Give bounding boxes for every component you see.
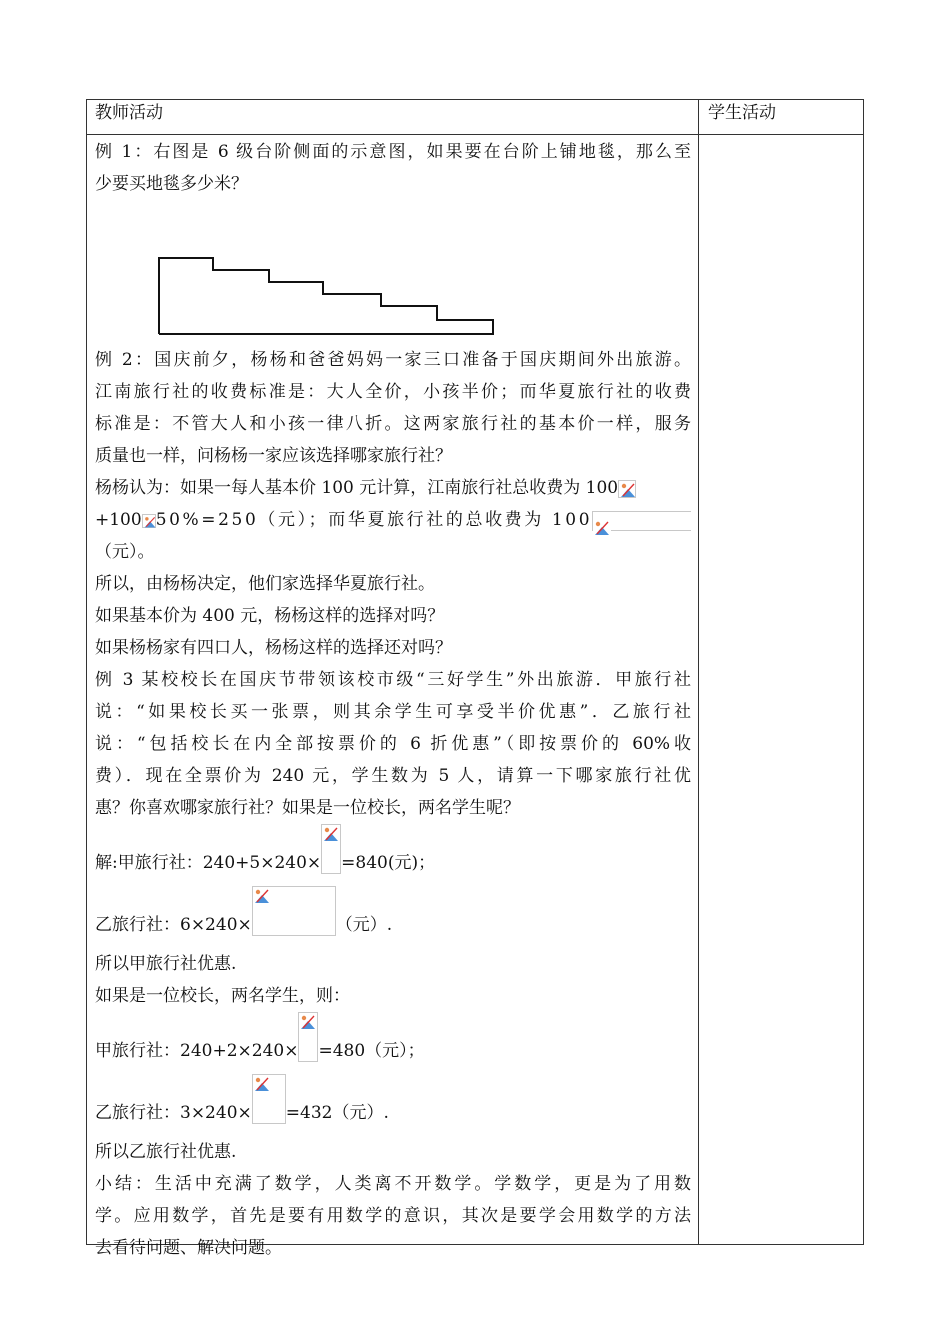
example-2-line-2: 江南旅行社的收费标准是：大人全价，小孩半价；而华夏旅行社的收费: [95, 382, 691, 402]
case-2-yi-result: =432（元）.: [285, 1103, 389, 1123]
broken-image-icon: [253, 1075, 271, 1093]
solution-yi-result: （元）.: [335, 915, 393, 935]
solution-yi-line: [95, 886, 691, 948]
example-1-line-2: 少要买地毯多少米？: [95, 174, 248, 194]
yangyang-line-3: （元）。: [95, 542, 155, 562]
yangyang-text-1: 杨杨认为：如果一每人基本价 100 元计算，江南旅行社总收费为 100: [95, 478, 619, 498]
column-divider: [698, 100, 699, 1244]
case-2-line: 如果是一位校长，两名学生，则：: [95, 986, 350, 1006]
example-3-line-5: 惠？你喜欢哪家旅行社？如果是一位校长，两名学生呢？: [95, 798, 520, 818]
stairs-outline: [159, 258, 493, 334]
example-1-line-1: 例 1：右图是 6 级台阶侧面的示意图，如果要在台阶上铺地毯，那么至: [95, 142, 691, 162]
teacher-activity-header: 教师活动: [95, 103, 163, 123]
example-3-line-3: 说：“包括校长在内全部按票价的 6 折优惠”（即按票价的 60%收: [95, 734, 691, 754]
solution-jia-text: 解:甲旅行社：240+5×240×: [95, 853, 322, 873]
formula-image-placeholder: [592, 511, 691, 531]
decision-line: 所以，由杨杨决定，他们家选择华夏旅行社。: [95, 574, 435, 594]
solution-jia-result: =840(元)；: [341, 853, 436, 873]
fraction-image-placeholder: [252, 1074, 286, 1124]
fraction-image-placeholder: [321, 824, 341, 874]
case-2-yi-line: [95, 1074, 691, 1136]
lesson-table: [86, 99, 864, 1258]
summary-line-2: 学。应用数学，首先是要有用数学的意识，其次是要学会用数学的方法: [95, 1206, 691, 1226]
student-activity-header: 学生活动: [708, 103, 776, 123]
teacher-activity-content: [95, 136, 691, 1264]
solution-yi-text: 乙旅行社：6×240×: [95, 915, 252, 935]
summary-line-3: 去看待问题、解决问题。: [95, 1238, 282, 1258]
question-1-line: 如果基本价为 400 元，杨杨这样的选择对吗？: [95, 606, 445, 626]
fraction-image-placeholder: [298, 1012, 318, 1062]
broken-image-icon: [618, 480, 636, 498]
conclusion-2-line: 所以乙旅行社优惠.: [95, 1142, 237, 1162]
stairs-figure: [157, 256, 497, 338]
example-2-line-1: 例 2：国庆前夕，杨杨和爸爸妈妈一家三口准备于国庆期间外出旅游。: [95, 350, 691, 370]
solution-jia-line: [95, 824, 691, 886]
yangyang-text-2a: +100: [95, 510, 142, 530]
fraction-image-placeholder: [252, 886, 336, 936]
example-3-line-1: 例 3 某校校长在国庆节带领该校市级“三好学生”外出旅游．甲旅行社: [95, 670, 691, 690]
conclusion-1-line: 所以甲旅行社优惠.: [95, 954, 237, 974]
example-2-line-4: 质量也一样，问杨杨一家应该选择哪家旅行社？: [95, 446, 452, 466]
header-row-divider: [87, 134, 863, 135]
yangyang-line-2: [95, 504, 691, 536]
example-3-line-2: 说：“如果校长买一张票，则其余学生可享受半价优惠”．乙旅行社: [95, 702, 691, 722]
example-3-line-4: 费）．现在全票价为 240 元，学生数为 5 人，请算一下哪家旅行社优: [95, 766, 691, 786]
question-2-line: 如果杨杨家有四口人，杨杨这样的选择还对吗？: [95, 638, 452, 658]
broken-image-icon: [593, 519, 611, 536]
stairs-diagram: [95, 200, 691, 344]
case-2-jia-text: 甲旅行社：240+2×240×: [95, 1041, 299, 1061]
example-2-line-3: 标准是：不管大人和小孩一律八折。这两家旅行社的基本价一样，服务: [95, 414, 691, 434]
case-2-jia-result: =480（元）；: [318, 1041, 425, 1061]
broken-image-icon: [299, 1013, 317, 1031]
broken-image-icon: [253, 887, 271, 905]
yangyang-text-2b: 50%=250（元）；而华夏旅行社的总收费为 100: [155, 510, 593, 530]
broken-image-icon: [322, 825, 340, 843]
summary-line-1: 小结：生活中充满了数学，人类离不开数学。学数学，更是为了用数: [95, 1174, 691, 1194]
case-2-yi-text: 乙旅行社：3×240×: [95, 1103, 252, 1123]
broken-image-icon: [142, 514, 156, 528]
case-2-jia-line: [95, 1012, 691, 1074]
yangyang-line-1: [95, 472, 691, 504]
